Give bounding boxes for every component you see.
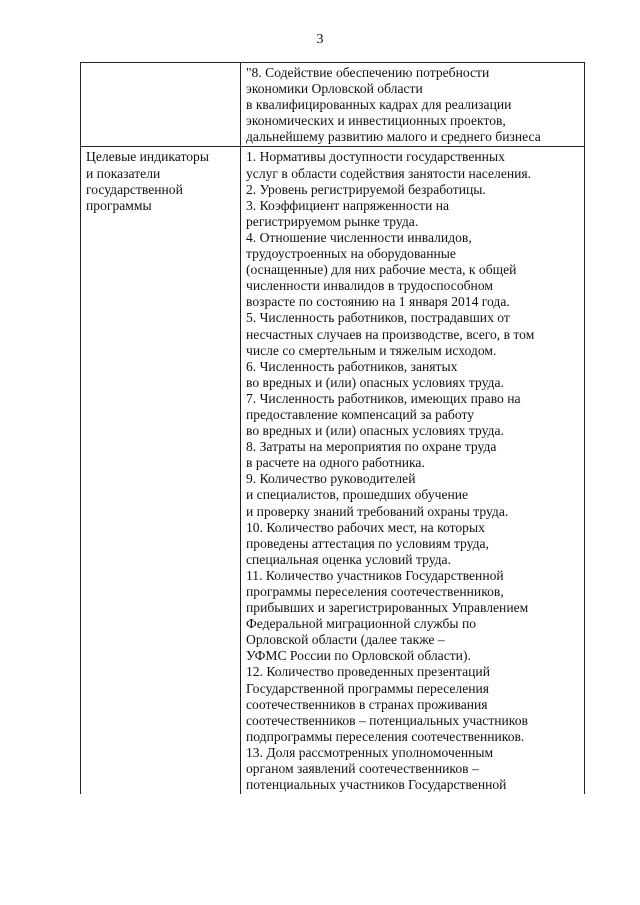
indicators-heading-line: государственной <box>86 181 183 197</box>
indicator-line: во вредных и (или) опасных условиях труда. <box>246 374 504 390</box>
indicator-line: 5. Численность работников, пострадавших от <box>246 310 510 326</box>
goal-8-line: экономики Орловской области <box>246 81 423 97</box>
indicator-line: 12. Количество проведенных презентаций <box>246 664 490 680</box>
indicators-heading-line: Целевые индикаторы <box>86 149 209 165</box>
indicator-line: несчастных случаев на производстве, всего, в том <box>246 326 535 342</box>
indicator-line: 1. Нормативы доступности государственных <box>246 149 505 165</box>
indicator-line: предоставление компенсаций за работу <box>246 406 475 422</box>
table-row-goals-continued <box>81 63 585 147</box>
indicator-line: во вредных и (или) опасных условиях труда. <box>246 423 504 439</box>
indicators-list-cell <box>241 147 585 794</box>
indicator-line: услуг в области содействия занятости населения. <box>246 165 532 181</box>
indicator-line: 11. Количество участников Государственной <box>246 567 504 583</box>
indicator-line: в расчете на одного работника. <box>246 455 425 471</box>
goal-8-line: в квалифицированных кадрах для реализации <box>246 97 512 113</box>
goal-8-cell <box>241 63 585 147</box>
indicator-line: Орловской области (далее также – <box>246 632 445 648</box>
indicator-line: программы переселения соотечественников, <box>246 584 504 599</box>
indicator-line: и проверку знаний требований охраны труда. <box>246 503 509 519</box>
indicator-line: проведены аттестация по условиям труда, <box>246 535 489 551</box>
indicator-line: 8. Затраты на мероприятия по охране труда <box>246 439 497 455</box>
indicator-line: 2. Уровень регистрируемой безработицы. <box>246 181 486 197</box>
indicator-line: трудоустроенных на оборудованные <box>246 246 456 262</box>
indicator-line: численности инвалидов в трудоспособном <box>246 278 493 294</box>
page-number: 3 <box>316 32 324 47</box>
goal-8-line: экономических и инвестиционных проектов, <box>246 113 506 129</box>
indicator-line: Федеральной миграционной службы по <box>246 616 477 632</box>
indicator-line: Государственной программы переселения <box>246 680 490 696</box>
indicator-line: соотечественников в странах проживания <box>246 696 488 712</box>
indicator-line: 7. Численность работников, имеющих право на <box>246 390 521 406</box>
indicator-line: 4. Отношение численности инвалидов, <box>246 229 472 245</box>
indicator-line: 10. Количество рабочих мест, на которых <box>246 519 485 535</box>
indicators-heading-line: программы <box>86 197 152 213</box>
indicator-line: регистрируемом рынке труда. <box>246 213 419 229</box>
goal-8-line: "8. Содействие обеспечению потребности <box>246 65 490 80</box>
indicators-heading-cell <box>81 147 241 794</box>
indicator-line: подпрограммы переселения соотечественников. <box>246 728 525 744</box>
indicator-line: и специалистов, прошедших обучение <box>246 487 469 503</box>
indicator-line: возрасте по состоянию на 1 января 2014 года. <box>246 294 510 310</box>
indicator-line: УФМС России по Орловской области). <box>246 648 471 664</box>
indicator-line: потенциальных участников Государственной <box>246 777 507 793</box>
indicator-line: 3. Коэффициент напряженности на <box>246 197 450 213</box>
indicators-heading-line: и показатели <box>86 165 161 181</box>
indicator-line: 6. Численность работников, занятых <box>246 358 458 374</box>
goal-8-line: дальнейшему развитию малого и среднего бизнеса <box>246 129 541 145</box>
indicator-line: числе со смертельным и тяжелым исходом. <box>246 342 497 358</box>
indicator-line: (оснащенные) для них рабочие места, к общей <box>246 262 517 278</box>
program-passport-table <box>80 62 585 794</box>
table-body <box>81 63 585 795</box>
indicator-line: 13. Доля рассмотренных уполномоченным <box>246 744 494 760</box>
table-row-indicators <box>81 147 585 794</box>
indicator-line: 9. Количество руководителей <box>246 471 416 487</box>
indicator-line: прибывших и зарегистрированных Управлением <box>246 600 529 616</box>
indicator-line: органом заявлений соотечественников – <box>246 761 479 777</box>
indicator-line: соотечественников – потенциальных участников <box>246 712 528 728</box>
indicator-line: специальная оценка условий труда. <box>246 551 451 567</box>
left-cell-empty <box>81 63 241 147</box>
